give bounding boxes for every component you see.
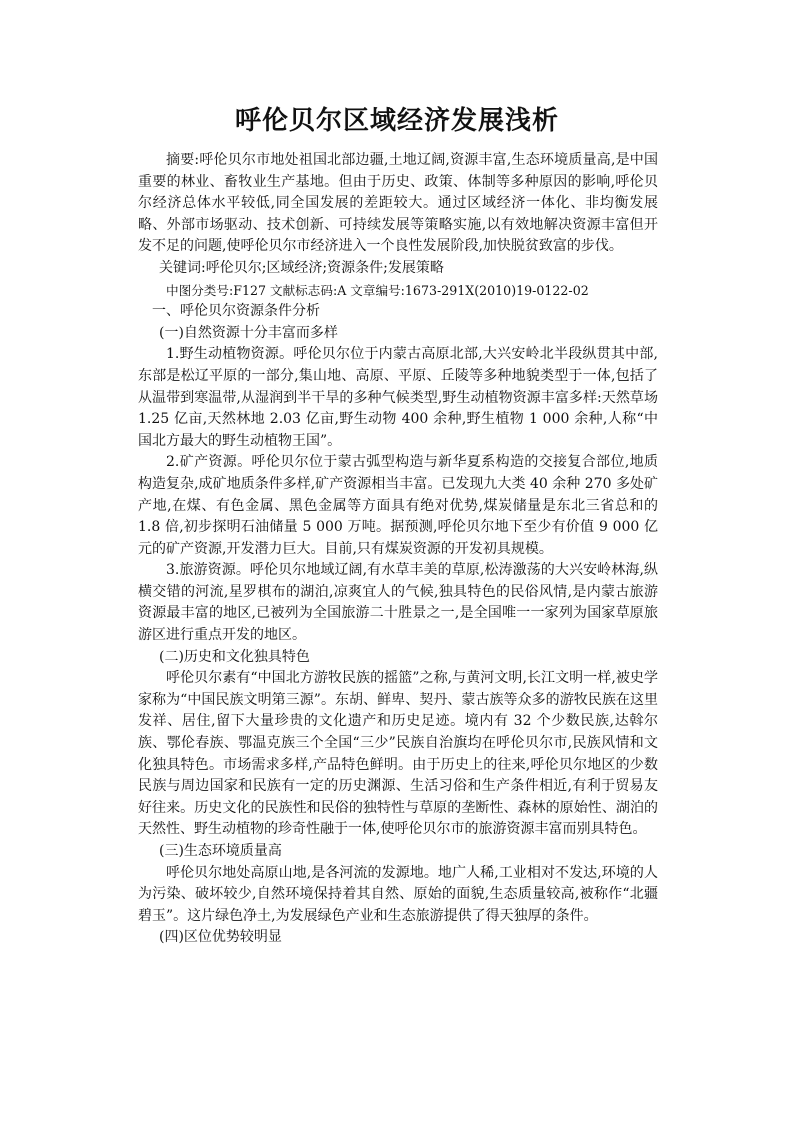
paragraph-history-culture: 呼伦贝尔素有“中国北方游牧民族的摇篮”之称,与黄河文明,长江文明一样,被史学家称为“中国民族文明第三源”。东胡、鲜卑、契丹、蒙古族等众多的游牧民族在这里发祥、居住,留下大量珍贵的文化遗产和历史足迹。境内有 32 个少数民族,达斡尔族、鄂伦春族、鄂温克族三个全国“三少”民族自治旗均在呼伦贝尔市,民族风情和文化独具特色。市场需求多样,产品特色鲜明。由于历史上的往来,呼伦贝尔地区的少数民族与周边国家和民族有一定的历史渊源、生活习俗和生产条件相近,有利于贸易友好往来。历史文化的民族性和民俗的独特性与草原的垄断性、森林的原始性、湖泊的天然性、野生动植物的珍奇性融于一体,使呼伦贝尔市的旅游资源丰富而别具特色。 (138, 670, 658, 838)
paragraph-minerals: 2.矿产资源。呼伦贝尔位于蒙古弧型构造与新华夏系构造的交接复合部位,地质构造复杂,成矿地质条件多样,矿产资源相当丰富。已发现九大类 40 余种 270 多处矿产地,在煤、有色金属、黑色金属等方面具有绝对优势,煤炭储量是东北三省总和的 1.8 倍,初步探明石油储量 5 000 万吨。据预测,呼伦贝尔地下至少有价值 9 000 亿元的矿产资源,开发潜力巨大。目前,只有煤炭资源的开发初具规模。 (138, 454, 658, 557)
paragraph-tourism: 3.旅游资源。呼伦贝尔地域辽阔,有水草丰美的草原,松涛激荡的大兴安岭林海,纵横交错的河流,星罗棋布的湖泊,凉爽宜人的气候,独具特色的民俗风情,是内蒙古旅游资源最丰富的地区,已被列为全国旅游二十胜景之一,是全国唯一一家列为国家草原旅游区进行重点开发的地区。 (138, 562, 658, 644)
subsection-heading-3: (三)生态环境质量高 (159, 843, 282, 859)
subsection-heading-4: (四)区位优势较明显 (159, 929, 282, 946)
subsection-heading-2: (二)历史和文化独具特色 (159, 648, 310, 665)
section-heading-1: 一、呼伦贝尔资源条件分析 (152, 303, 320, 320)
abstract-paragraph: 摘要:呼伦贝尔市地处祖国北部边疆,土地辽阔,资源丰富,生态环境质量高,是中国重要的林业、畜牧业生产基地。但由于历史、政策、体制等多种原因的影响,呼伦贝尔经济总体水平较低,同全国发展的差距较大。通过区域经济一体化、非均衡发展略、外部市场驱动、技术创新、可持续发展等策略实施,以有效地解决资源丰富但开发不足的问题,使呼伦贝尔市经济进入一个良性发展阶段,加快脱贫致富的步伐。 (138, 152, 658, 255)
article-title: 呼伦贝尔区域经济发展浅析 (234, 106, 559, 136)
keywords-line: 关键词:呼伦贝尔;区域经济;资源条件;发展策略 (159, 259, 444, 276)
classification-line: 中图分类号:F127 文献标志码:A 文章编号:1673-291X(2010)19-0122-02 (166, 282, 589, 298)
article-body (138, 150, 658, 949)
subsection-heading-1: (一)自然资源十分丰富而多样 (159, 324, 338, 341)
paragraph-wildlife: 1.野生动植物资源。呼伦贝尔位于内蒙古高原北部,大兴安岭北半段纵贯其中部,东部是松辽平原的一部分,集山地、高原、平原、丘陵等多种地貌类型于一体,包括了从温带到寒温带,从湿润到半干旱的多种气候类型,野生动植物资源丰富多样:天然草场 1.25 亿亩,天然林地 2.03 亿亩,野生动物 400 余种,野生植物 1 000 余种,人称“中国北方最大的野生动植物王国”。 (138, 346, 658, 449)
paragraph-ecology: 呼伦贝尔地处高原山地,是各河流的发源地。地广人稀,工业相对不发达,环境的人为污染、破坏较少,自然环境保持着其自然、原始的面貌,生态质量较高,被称作“北疆碧玉”。这片绿色净土,为发展绿色产业和生态旅游提供了得天独厚的条件。 (138, 864, 658, 924)
